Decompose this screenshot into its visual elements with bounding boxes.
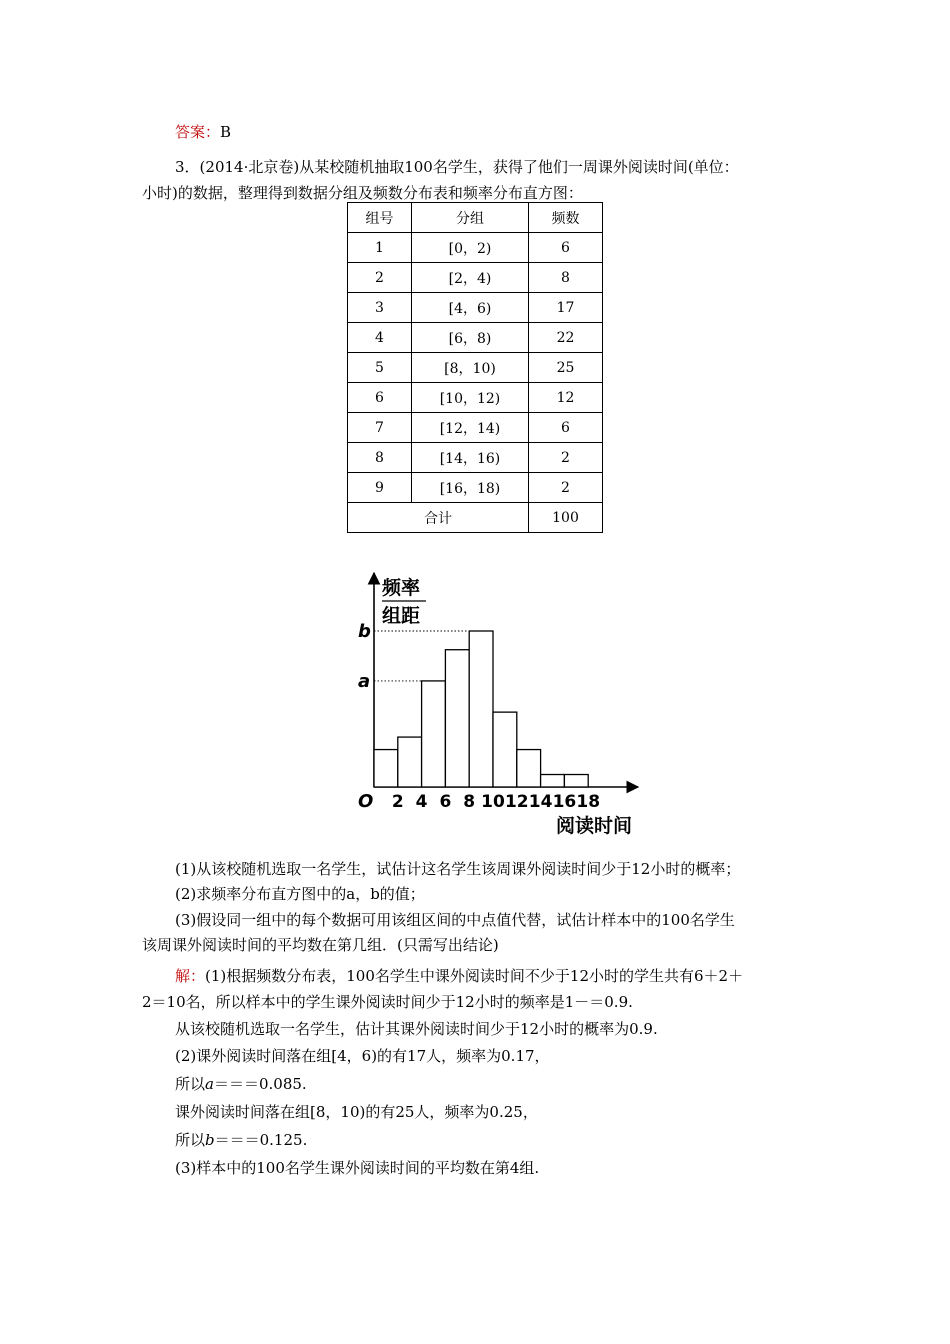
- solution-1-text: (1)根据频数分布表，100名学生中课外阅读时间不少于12小时的学生共有6＋2＋: [205, 967, 744, 985]
- solution-2-line-2: [175, 1074, 307, 1094]
- table-cell: 12: [529, 383, 603, 413]
- x-tick-label: 6: [439, 792, 452, 812]
- table-total-value: 100: [529, 503, 603, 533]
- table-cell: 8: [348, 443, 412, 473]
- histogram-bar: [493, 712, 517, 787]
- table-cell: 5: [348, 353, 412, 383]
- histogram-bar: [374, 750, 398, 787]
- table-row: [348, 443, 603, 473]
- table-header-row: [348, 203, 603, 233]
- subquestion-3-line-2: 该周课外阅读时间的平均数在第几组．(只需写出结论): [142, 936, 499, 954]
- question-intro-2: 小时)的数据，整理得到数据分组及频数分布表和频率分布直方图：: [142, 184, 583, 202]
- x-tick-label: 2: [391, 792, 404, 812]
- solution-1-line-1: [175, 966, 743, 986]
- table-cell: 9: [348, 473, 412, 503]
- table-row: [348, 413, 603, 443]
- table-cell: 2: [529, 473, 603, 503]
- solution-2-line-4: [175, 1130, 307, 1150]
- table-cell: [14，16): [412, 443, 529, 473]
- table-row: [348, 353, 603, 383]
- table-cell: [0，2): [412, 233, 529, 263]
- answer-value: B: [220, 123, 232, 141]
- solution-3: (3)样本中的100名学生课外阅读时间的平均数在第4组.: [175, 1159, 540, 1177]
- table-cell: 22: [529, 323, 603, 353]
- table-header-cell: 组号: [348, 203, 412, 233]
- x-tick-label: 12: [504, 792, 529, 812]
- subquestion-2: (2)求频率分布直方图中的a，b的值；: [175, 885, 425, 903]
- table-cell: 7: [348, 413, 412, 443]
- x-tick-label: 4: [415, 792, 428, 812]
- subquestion-3-line-1: (3)假设同一组中的每个数据可用该组区间的中点值代替，试估计样本中的100名学生: [175, 911, 735, 929]
- answer-label: 答案：: [175, 123, 221, 141]
- solution-1-line-2: 2＝10名，所以样本中的学生课外阅读时间少于12小时的频率是1－＝0.9.: [142, 993, 633, 1011]
- table-total-label: 合计: [348, 503, 529, 533]
- table-row: [348, 263, 603, 293]
- table-cell: [4，6): [412, 293, 529, 323]
- text-rest: ＝＝＝0.125.: [214, 1131, 308, 1149]
- table-header-cell: 频数: [529, 203, 603, 233]
- y-mark-label: b: [358, 621, 371, 642]
- text-prefix: 所以: [175, 1075, 206, 1093]
- table-cell: 6: [348, 383, 412, 413]
- table-header-cell: 分组: [412, 203, 529, 233]
- text-prefix: 所以: [175, 1131, 206, 1149]
- variable-b: b: [205, 1131, 215, 1149]
- histogram-bar: [541, 775, 565, 787]
- variable-a: a: [205, 1075, 214, 1093]
- histogram-bar: [445, 650, 469, 787]
- table-cell: [6，8): [412, 323, 529, 353]
- x-tick-label: 16: [552, 792, 577, 812]
- subquestion-1: (1)从该校随机选取一名学生，试估计这名学生该周课外阅读时间少于12小时的概率；: [175, 860, 741, 878]
- x-tick-label: 10: [481, 792, 505, 812]
- histogram-bar: [398, 737, 422, 787]
- answer-line: [175, 122, 231, 142]
- x-axis-label: 阅读时间: [556, 815, 633, 837]
- table-cell: [16，18): [412, 473, 529, 503]
- histogram-bar: [517, 750, 541, 787]
- x-tick-label: 18: [576, 792, 601, 812]
- x-tick-label: 14: [528, 792, 553, 812]
- table-row: [348, 473, 603, 503]
- question-intro-1: 3．(2014·北京卷)从某校随机抽取100名学生，获得了他们一周课外阅读时间(单位：: [175, 158, 739, 176]
- table-cell: [2，4): [412, 263, 529, 293]
- text-rest: ＝＝＝0.085.: [213, 1075, 307, 1093]
- histogram-bar: [422, 681, 446, 787]
- table-cell: [12，14): [412, 413, 529, 443]
- histogram-bar: [564, 775, 588, 787]
- table-cell: 2: [348, 263, 412, 293]
- table-row: [348, 293, 603, 323]
- table-cell: [10，12): [412, 383, 529, 413]
- table-row: [348, 323, 603, 353]
- x-tick-label: 8: [463, 792, 476, 812]
- histogram-chart: [340, 565, 650, 840]
- table-row: [348, 233, 603, 263]
- table-cell: 25: [529, 353, 603, 383]
- solution-label: 解：: [175, 967, 206, 985]
- table-cell: [8，10): [412, 353, 529, 383]
- table-cell: 3: [348, 293, 412, 323]
- solution-2-line-3: 课外阅读时间落在组[8，10)的有25人，频率为0.25，: [175, 1103, 538, 1121]
- table-cell: 4: [348, 323, 412, 353]
- y-label-numerator: 频率: [382, 577, 421, 599]
- y-label-denominator: 组距: [382, 605, 421, 627]
- frequency-table: [347, 202, 603, 533]
- solution-2-line-1: (2)课外阅读时间落在组[4，6)的有17人，频率为0.17，: [175, 1047, 550, 1065]
- table-cell: 2: [529, 443, 603, 473]
- y-mark-label: a: [358, 670, 371, 692]
- table-cell: 8: [529, 263, 603, 293]
- table-cell: 6: [529, 233, 603, 263]
- solution-1-line-3: 从该校随机选取一名学生，估计其课外阅读时间少于12小时的概率为0.9.: [175, 1020, 658, 1038]
- table-cell: 6: [529, 413, 603, 443]
- table-cell: 17: [529, 293, 603, 323]
- origin-label: O: [358, 791, 374, 812]
- histogram-bar: [469, 631, 493, 787]
- table-row: [348, 383, 603, 413]
- table-total-row: [348, 503, 603, 533]
- table-cell: 1: [348, 233, 412, 263]
